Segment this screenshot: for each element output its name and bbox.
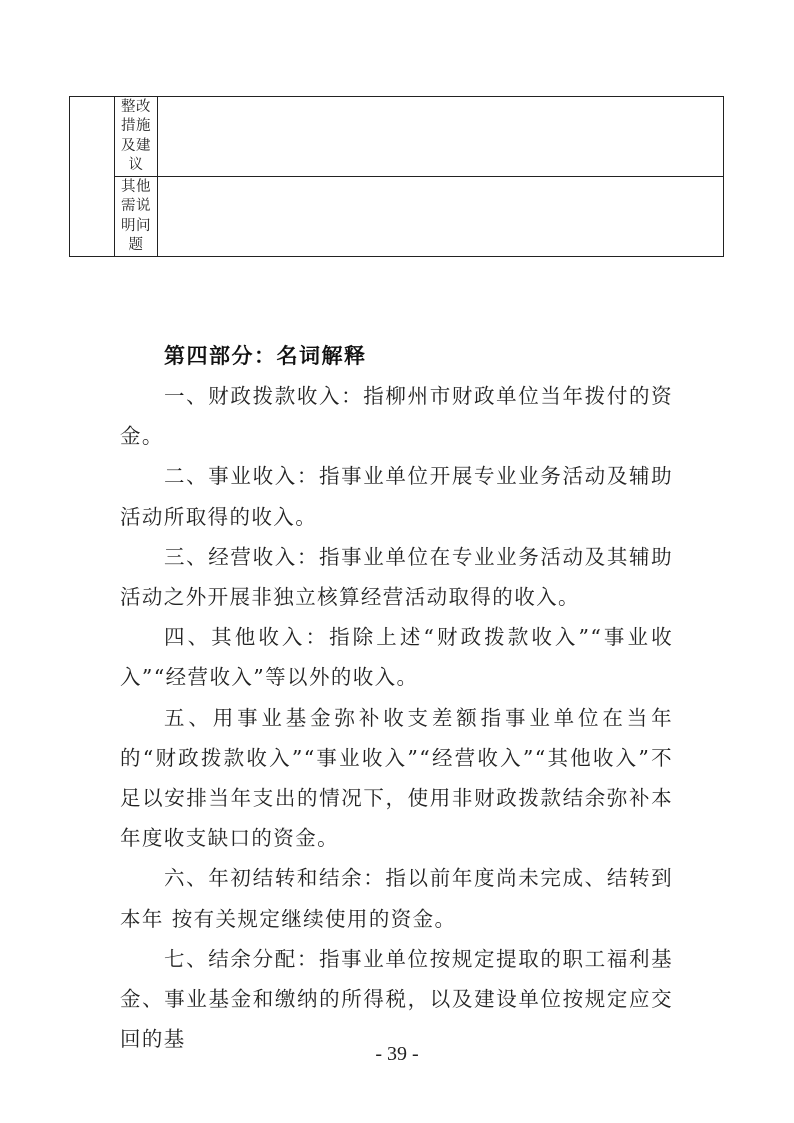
glossary-item-other-income: 四、其他收入：指除上述“财政拨款收入”“事业收入”“经营收入”等以外的收入。 (120, 625, 673, 690)
page-number: - 39 - (375, 1043, 419, 1065)
table-value-cell-other-issues (158, 177, 724, 257)
table-row-rectification (70, 97, 724, 177)
glossary-section (120, 340, 673, 1059)
table-label-cell (115, 177, 158, 257)
section-heading: 第四部分：名词解释 (164, 344, 367, 368)
row-label-rectification: 整改措施及建议 (121, 98, 151, 173)
table-merged-left-cell (70, 97, 115, 257)
glossary-item-fiscal-appropriation: 一、财政拨款收入：指柳州市财政单位当年拨付的资金。 (120, 384, 673, 449)
table-row-other-issues (70, 177, 724, 257)
glossary-item-business-fund-offset: 五、用事业基金弥补收支差额指事业单位在当年的“财政拨款收入”“事业收入”“经营收入”“其他收入”不足以安排当年支出的情况下，使用非财政拨款结余弥补本年度收支缺口的资金。 (120, 705, 673, 851)
table-value-cell-rectification (158, 97, 724, 177)
table-label-cell (115, 97, 158, 177)
glossary-item-carryover-balance: 六、年初结转和结余：指以前年度尚未完成、结转到本年 按有关规定继续使用的资金。 (120, 866, 673, 931)
row-label-other-issues: 其他需说明问题 (121, 178, 151, 253)
evaluation-form-table (69, 96, 724, 257)
glossary-item-operating-income: 三、经营收入：指事业单位在专业业务活动及其辅助活动之外开展非独立核算经营活动取得的收入。 (120, 544, 673, 610)
glossary-item-surplus-distribution: 七、结余分配：指事业单位按规定提取的职工福利基金、事业基金和缴纳的所得税，以及建设单位按规定应交回的基 (120, 946, 673, 1052)
glossary-item-business-income: 二、事业收入：指事业单位开展专业业务活动及辅助活动所取得的收入。 (120, 464, 673, 529)
